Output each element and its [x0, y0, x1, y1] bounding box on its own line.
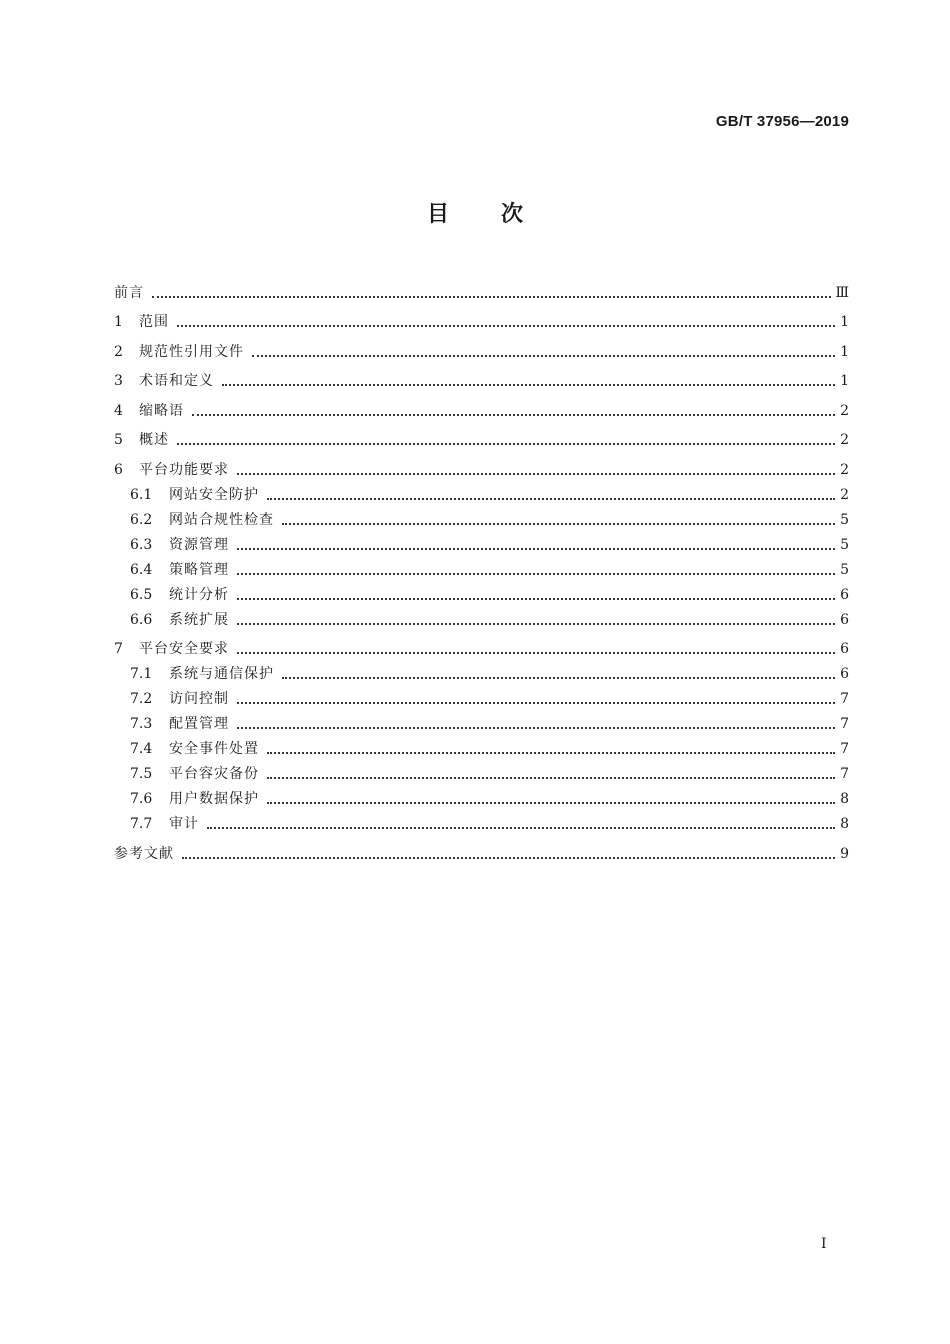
dot-leader	[152, 296, 831, 298]
dot-leader	[267, 498, 835, 500]
dot-leader	[237, 573, 835, 575]
toc-entry[interactable]	[114, 579, 849, 604]
toc-entry-page: 1	[840, 373, 849, 389]
toc-entry-number: 6.6	[130, 611, 153, 628]
dot-leader	[252, 355, 835, 357]
toc-entry-page: 1	[840, 343, 849, 360]
toc-entry[interactable]	[114, 758, 849, 783]
dot-leader	[237, 548, 835, 550]
toc-entry-number: 7.2	[130, 691, 153, 707]
dot-leader	[182, 857, 835, 859]
toc-entry-label: 访问控制	[169, 691, 229, 707]
toc-entry[interactable]	[114, 783, 849, 808]
toc-entry-label: 系统与通信保护	[169, 666, 274, 682]
toc-entry-page: Ⅲ	[835, 284, 849, 301]
toc-entry-number: 6.5	[130, 586, 153, 603]
toc-entry-label: 平台功能要求	[139, 461, 229, 478]
toc-entry-page: 7	[840, 691, 849, 707]
toc-entry[interactable]	[114, 361, 849, 391]
toc-entry[interactable]	[114, 272, 849, 302]
toc-entry-label: 策略管理	[169, 561, 229, 578]
toc-entry-label: 缩略语	[139, 402, 184, 419]
toc-entry-page: 7	[840, 716, 849, 732]
toc-entry-page: 5	[840, 561, 849, 578]
toc-entry-number: 6.3	[130, 536, 153, 553]
toc-entry-label: 参考文献	[114, 845, 174, 862]
toc-entry[interactable]	[114, 833, 849, 863]
dot-leader	[237, 652, 835, 654]
standard-code: GB/T 37956—2019	[715, 113, 849, 130]
toc-entry-label: 统计分析	[169, 586, 229, 603]
dot-leader	[222, 384, 835, 386]
toc-entry[interactable]	[114, 658, 849, 683]
toc-entry[interactable]	[114, 449, 849, 479]
dot-leader	[267, 752, 835, 754]
toc-entry-page: 5	[840, 536, 849, 553]
page-title	[0, 197, 950, 228]
toc-entry-number: 2	[114, 343, 123, 360]
toc-entry-page: 8	[840, 791, 849, 807]
toc-entry-label: 资源管理	[169, 536, 229, 553]
toc-entry-label: 用户数据保护	[169, 791, 259, 807]
toc-entry-page: 5	[840, 511, 849, 528]
toc-entry-label: 配置管理	[169, 716, 229, 732]
toc-entry-label: 审计	[169, 816, 199, 832]
toc-entry-page: 7	[840, 741, 849, 757]
dot-leader	[207, 827, 835, 829]
toc-entry-label: 网站合规性检查	[169, 511, 274, 528]
toc-entry-number: 6	[114, 461, 123, 478]
toc-entry-number: 7	[114, 641, 123, 657]
dot-leader	[282, 677, 835, 679]
toc-entry-number: 6.1	[130, 486, 153, 503]
toc-entry[interactable]	[114, 302, 849, 332]
toc-entry-number: 6.2	[130, 511, 153, 528]
toc-entry-number: 7.1	[130, 666, 153, 682]
toc-entry[interactable]	[114, 504, 849, 529]
toc-entry[interactable]	[114, 708, 849, 733]
toc-entry-page: 1	[840, 314, 849, 330]
toc-entry-page: 6	[840, 586, 849, 603]
toc-entry-number: 7.5	[130, 766, 153, 782]
toc-entry-label: 平台容灾备份	[169, 766, 259, 782]
toc-entry[interactable]	[114, 629, 849, 659]
toc-entry[interactable]	[114, 529, 849, 554]
toc-entry[interactable]	[114, 604, 849, 629]
toc-entry-page: 6	[840, 666, 849, 682]
toc-entry[interactable]	[114, 808, 849, 833]
dot-leader	[237, 727, 835, 729]
page-number: Ⅰ	[821, 1236, 827, 1252]
table-of-contents	[114, 272, 849, 863]
title-char-2: 次	[501, 202, 524, 227]
title-char-1: 目	[426, 202, 449, 227]
toc-entry-label: 网站安全防护	[169, 486, 259, 503]
toc-entry-number: 7.7	[130, 816, 153, 832]
toc-entry-page: 7	[840, 766, 849, 782]
toc-entry-number: 5	[114, 432, 123, 448]
dot-leader	[267, 802, 835, 804]
dot-leader	[237, 473, 835, 475]
dot-leader	[177, 443, 835, 445]
toc-entry-label: 范围	[139, 314, 169, 330]
dot-leader	[237, 702, 835, 704]
toc-entry-number: 7.3	[130, 716, 153, 732]
toc-entry-page: 6	[840, 641, 849, 657]
dot-leader	[237, 623, 835, 625]
toc-entry-label: 安全事件处置	[169, 741, 259, 757]
dot-leader	[237, 598, 835, 600]
toc-entry-page: 6	[840, 611, 849, 628]
toc-entry-page: 2	[840, 486, 849, 503]
toc-entry-label: 平台安全要求	[139, 641, 229, 657]
toc-entry-page: 2	[840, 402, 849, 419]
toc-entry-number: 1	[114, 314, 123, 330]
toc-entry-page: 2	[840, 432, 849, 448]
toc-entry[interactable]	[114, 733, 849, 758]
toc-entry-label: 概述	[139, 432, 169, 448]
toc-entry-number: 7.4	[130, 741, 153, 757]
toc-entry-number: 6.4	[130, 561, 153, 578]
toc-entry-number: 7.6	[130, 791, 153, 807]
dot-leader	[177, 325, 835, 327]
toc-entry[interactable]	[114, 554, 849, 579]
toc-entry-number: 3	[114, 373, 123, 389]
toc-entry-number: 4	[114, 402, 123, 419]
toc-entry[interactable]	[114, 420, 849, 450]
toc-entry[interactable]	[114, 331, 849, 361]
toc-entry[interactable]	[114, 390, 849, 420]
toc-entry-label: 系统扩展	[169, 611, 229, 628]
toc-entry[interactable]	[114, 683, 849, 708]
dot-leader	[282, 523, 835, 525]
toc-entry[interactable]	[114, 479, 849, 504]
toc-entry-label: 规范性引用文件	[139, 343, 244, 360]
toc-entry-page: 2	[840, 461, 849, 478]
toc-entry-page: 8	[840, 816, 849, 832]
toc-entry-label: 术语和定义	[139, 373, 214, 389]
toc-entry-page: 9	[840, 845, 849, 862]
dot-leader	[192, 414, 835, 416]
dot-leader	[267, 777, 835, 779]
toc-entry-label: 前言	[114, 284, 144, 301]
